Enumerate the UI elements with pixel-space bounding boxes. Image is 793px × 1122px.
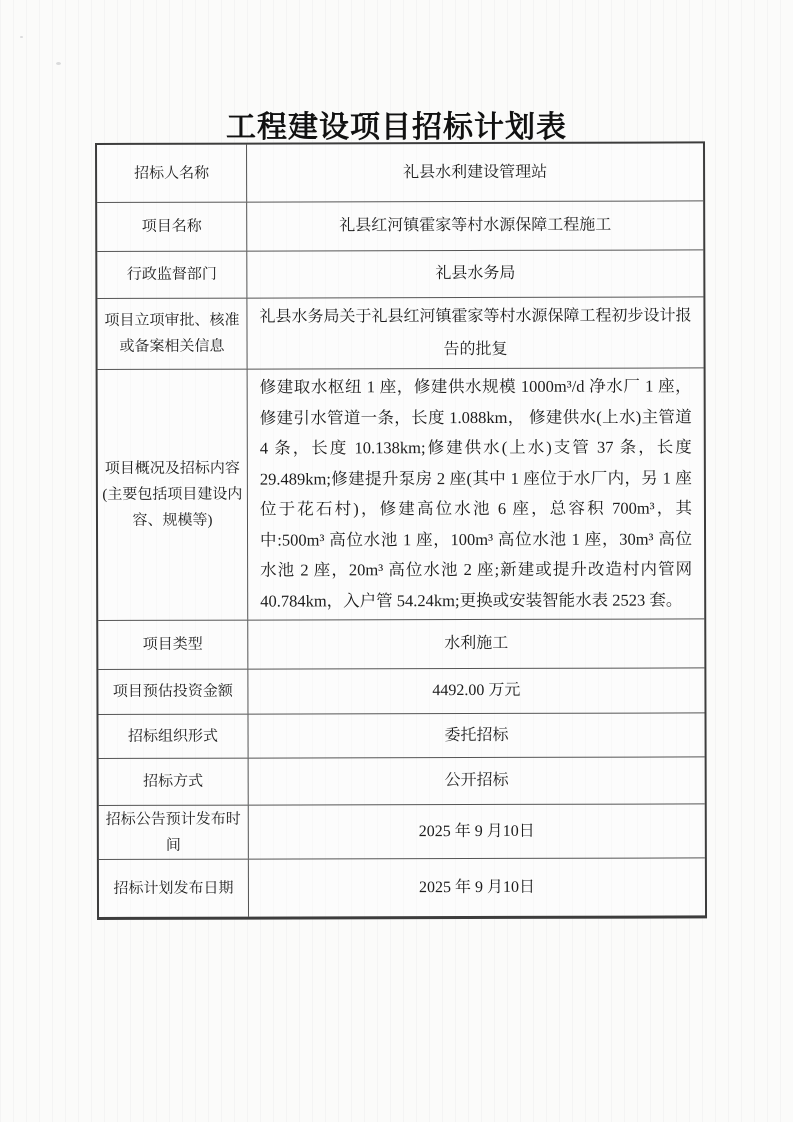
row-value: 2025 年 9 月10日 xyxy=(418,878,535,896)
row-label: 招标计划发布日期 xyxy=(99,860,249,917)
row-label: 项目类型 xyxy=(98,621,248,669)
row-value: 礼县红河镇霍家等村水源保障工程施工 xyxy=(339,216,612,235)
table-row-organization-form xyxy=(98,713,704,759)
row-value: 2025 年 9 月10日 xyxy=(418,822,535,840)
scan-speck xyxy=(20,36,23,38)
row-label: 项目立项审批、核准或备案相关信息 xyxy=(97,299,247,369)
table-row-announcement-date xyxy=(99,804,705,860)
row-value: 礼县水利建设管理站 xyxy=(403,163,548,181)
row-label: 招标公告预计发布时间 xyxy=(99,806,249,859)
table-row-estimated-investment xyxy=(98,668,704,715)
table-row-bidding-method xyxy=(99,757,705,806)
row-label: 行政监督部门 xyxy=(97,252,247,298)
row-value: 修建取水枢纽 1 座，修建供水规模 1000m³/d 净水厂 1 座，修建引水管道一条，长度 1.088km， 修建供水(上水)主管道 4 条，长度 10.138km;修建供水(上水)支管 37 条，长度 29.489km;修建提升泵房 2 座(其中 1 座位于水厂内，另 1 座位于花石村)，修建高位水池 6 座，总容积 700m³，其中:500m³ 高位水池 1 座，100m³ 高位水池 1 座，30m³ 高位水池 2 座，20m³ 高位水池 2 座;新建或提升改造村内管网 40.784km，入户管 54.24km;更换或安装智能水表 2523 套。 xyxy=(259,376,693,611)
row-label: 项目概况及招标内容(主要包括项目建设内容、规模等) xyxy=(98,370,249,620)
row-value: 礼县水务局 xyxy=(435,264,516,283)
bidding-plan-table xyxy=(95,141,707,920)
table-row-tenderer-name xyxy=(97,143,703,203)
table-row-project-overview xyxy=(98,368,705,621)
scan-speck xyxy=(56,62,61,65)
row-value: 礼县水务局关于礼县红河镇霍家等村水源保障工程初步设计报告的批复 xyxy=(259,307,692,359)
row-value: 水利施工 xyxy=(444,634,509,653)
table-row-approval-info xyxy=(97,297,703,370)
table-row-plan-publish-date xyxy=(99,858,705,917)
row-label: 项目名称 xyxy=(97,203,247,251)
row-value: 公开招标 xyxy=(444,771,509,790)
row-label: 招标组织形式 xyxy=(98,715,248,758)
table-row-project-type xyxy=(98,619,704,670)
row-value: 4492.00 万元 xyxy=(432,681,521,700)
row-value: 委托招标 xyxy=(444,726,509,744)
row-label: 招标人名称 xyxy=(97,145,247,202)
row-label: 招标方式 xyxy=(99,759,249,805)
row-label: 项目预估投资金额 xyxy=(98,670,248,714)
table-row-project-name xyxy=(97,201,703,252)
page-title: 工程建设项目招标计划表 xyxy=(226,111,567,144)
table-row-supervising-department xyxy=(97,250,703,299)
